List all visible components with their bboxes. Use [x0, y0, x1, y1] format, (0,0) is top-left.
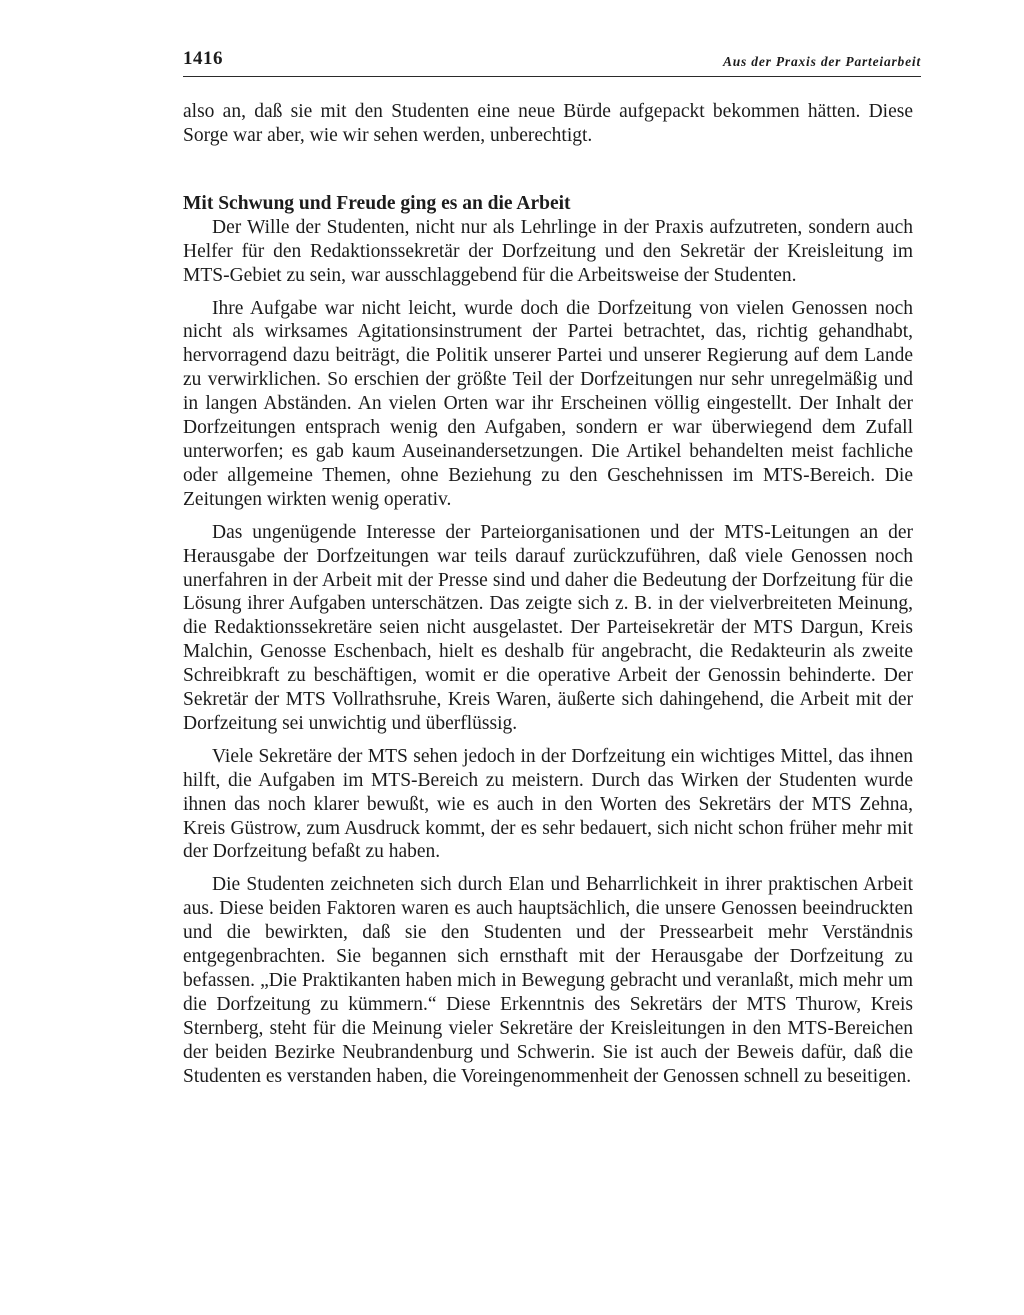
page-header	[183, 46, 921, 77]
intro-paragraph: also an, daß sie mit den Studenten eine neue Bürde aufgepackt bekommen hätten. Diese Sorge war aber, wie wir sehen werden, unberechtigt.	[183, 101, 913, 146]
section-heading: Mit Schwung und Freude ging es an die Arbeit	[183, 192, 571, 214]
paragraph-1: Der Wille der Studenten, nicht nur als Lehrlinge in der Praxis aufzutreten, sondern auch Helfer für den Redaktionssekretär der Dorfzeitung und den Sekretär der Kreisleitung im MTS-Gebiet zu sein, war ausschlaggebend für die Arbeitsweise der Studenten.	[183, 216, 913, 286]
article-body	[183, 100, 913, 1089]
paragraph-2: Ihre Aufgabe war nicht leicht, wurde doch die Dorfzeitung von vielen Genossen noch nicht als wirksames Agitationsinstrument der Partei betrachtet, das, richtig gehandhabt, hervorragend dazu beiträgt, die Politik unserer Partei und unserer Regierung auf dem Lande zu verwirklichen. So erschien der größte Teil der Dorfzeitungen nur sehr unregelmäßig und in langen Abständen. An vielen Orten war ihr Erscheinen völlig eingestellt. Der Inhalt der Dorfzeitungen entsprach wenig den Aufgaben, sondern er war überwiegend dem Zufall unterworfen; es gab kaum Auseinandersetzungen. Die Artikel behandelten meist fachliche oder allgemeine Themen, ohne Beziehung zu den Geschehnissen im MTS-Bereich. Die Zeitungen wirkten wenig operativ.	[183, 297, 913, 510]
paragraph-3: Das ungenügende Interesse der Parteiorganisationen und der MTS-Leitungen an der Herausgabe der Dorfzeitungen war teils darauf zurückzuführen, daß viele Genossen noch unerfahren in der Arbeit mit der Presse sind und daher die Bedeutung der Dorfzeitung für die Lösung ihrer Aufgaben unterschätzen. Das zeigte sich z. B. in der vielverbreiteten Meinung, die Redaktionssekretäre seien nicht ausgelastet. Der Parteisekretär der MTS Dargun, Kreis Malchin, Genosse Eschenbach, hielt es deshalb für angebracht, die Redakteurin als zweite Schreibkraft zu beschäftigen, womit er die operative Arbeit der Genossin behinderte. Der Sekretär der MTS Vollrathsruhe, Kreis Waren, äußerte sich dahingehend, die Arbeit mit der Dorfzeitung sei unwichtig und überflüssig.	[183, 521, 913, 734]
paragraph-5: Die Studenten zeichneten sich durch Elan und Beharrlichkeit in ihrer praktischen Arbeit aus. Diese beiden Faktoren waren es auch hauptsächlich, die unsere Genossen beeindruckten und die bewirkten, daß sie den Studenten und der Pressearbeit mehr Verständnis entgegenbrachten. Sie begannen sich ernsthaft mit der Herausgabe der Dorfzeitung zu befassen. „Die Praktikanten haben mich in Bewegung gebracht und veranlaßt, mich mehr um die Dorfzeitung zu kümmern.“ Diese Erkenntnis des Sekretärs der MTS Thurow, Kreis Sternberg, steht für die Meinung vieler Sekretäre der Kreisleitungen in den MTS-Bereichen der beiden Bezirke Neubrandenburg und Schwerin. Sie ist auch der Beweis dafür, daß die Studenten es verstanden haben, die Voreingenommenheit der Genossen schnell zu beseitigen.	[183, 874, 913, 1087]
running-title: Aus der Praxis der Parteiarbeit	[722, 54, 921, 69]
paragraph-4: Viele Sekretäre der MTS sehen jedoch in der Dorfzeitung ein wichtiges Mittel, das ihnen hilft, die Aufgaben im MTS-Bereich zu meistern. Durch das Wirken der Studenten wurde ihnen das noch klarer bewußt, wie es auch in den Worten des Sekretärs der MTS Zehna, Kreis Güstrow, zum Ausdruck kommt, der es sehr bedauert, sich nicht schon früher mehr mit der Dorfzeitung befaßt zu haben.	[183, 745, 913, 863]
page-number: 1416	[183, 48, 223, 69]
